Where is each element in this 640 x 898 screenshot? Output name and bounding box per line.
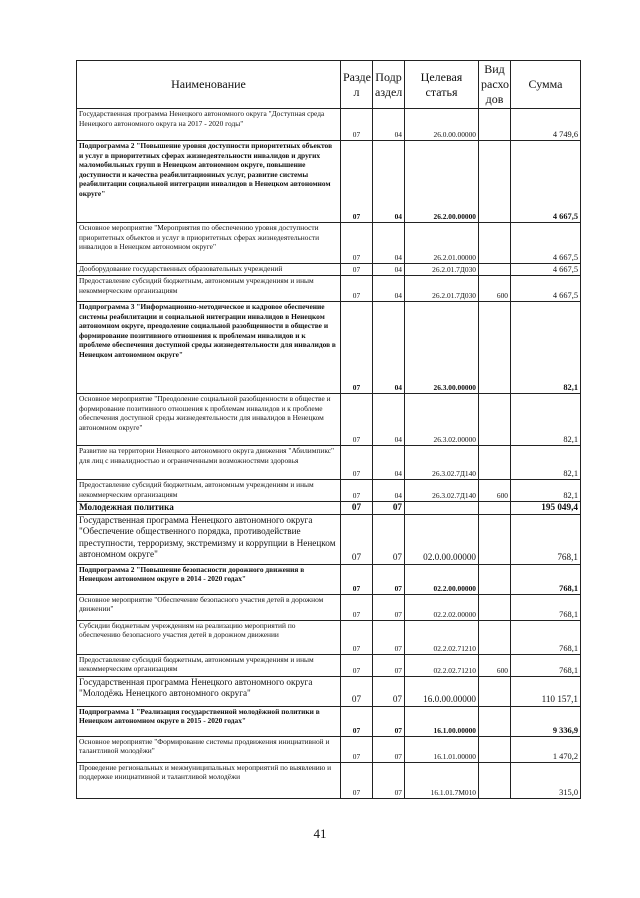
table-header-row (77, 61, 581, 109)
row-amount: 1 470,2 (511, 736, 581, 762)
table-row (77, 502, 581, 515)
row-amount: 4 667,5 (511, 141, 581, 223)
row-expense-type (479, 620, 511, 654)
header-subsection: Подр аздел (373, 61, 405, 109)
row-target: 26.2.01.7Д030 (405, 276, 479, 302)
row-section: 07 (341, 302, 373, 394)
row-expense-type (479, 302, 511, 394)
table-row (77, 706, 581, 736)
header-section: Разде л (341, 61, 373, 109)
row-subsection: 04 (373, 109, 405, 141)
table-row (77, 564, 581, 594)
row-name: Дооборудование государственных образовательных учреждений (77, 264, 341, 276)
row-section: 07 (341, 676, 373, 706)
row-expense-type (479, 502, 511, 515)
row-target: 26.2.01.7Д030 (405, 264, 479, 276)
row-name: Подпрограмма 2 "Повышение безопасности дорожного движения в Ненецком автономном округе в 2014 - 2020 годах" (77, 564, 341, 594)
row-expense-type (479, 762, 511, 798)
row-target: 02.2.02.00000 (405, 594, 479, 620)
row-amount: 4 749,6 (511, 109, 581, 141)
row-subsection: 07 (373, 620, 405, 654)
table-row (77, 276, 581, 302)
row-target (405, 502, 479, 515)
table-row (77, 264, 581, 276)
row-section: 07 (341, 109, 373, 141)
row-amount: 110 157,1 (511, 676, 581, 706)
row-name: Государственная программа Ненецкого автономного округа "Обеспечение общественного порядка, противодействие преступности, терроризму, экстремизму и коррупции в Ненецком автономном округе" (77, 514, 341, 564)
row-amount: 82,1 (511, 480, 581, 502)
table-row (77, 109, 581, 141)
header-target: Целевая статья (405, 61, 479, 109)
table-row (77, 223, 581, 264)
table-body (77, 109, 581, 799)
row-target: 26.2.01.00000 (405, 223, 479, 264)
row-expense-type (479, 706, 511, 736)
row-expense-type: 600 (479, 276, 511, 302)
row-section: 07 (341, 141, 373, 223)
header-name: Наименование (77, 61, 341, 109)
table-row (77, 446, 581, 480)
row-subsection: 04 (373, 223, 405, 264)
row-section: 07 (341, 620, 373, 654)
row-amount: 82,1 (511, 394, 581, 446)
row-subsection: 04 (373, 264, 405, 276)
row-target: 02.2.00.00000 (405, 564, 479, 594)
row-amount: 768,1 (511, 620, 581, 654)
row-amount: 4 667,5 (511, 264, 581, 276)
row-section: 07 (341, 502, 373, 515)
row-target: 02.2.02.71210 (405, 620, 479, 654)
row-expense-type: 600 (479, 480, 511, 502)
table-row (77, 480, 581, 502)
row-target: 26.0.00.00000 (405, 109, 479, 141)
row-section: 07 (341, 394, 373, 446)
row-name: Основное мероприятие "Обеспечение безопасного участия детей в дорожном движении" (77, 594, 341, 620)
row-target: 16.1.01.7М010 (405, 762, 479, 798)
row-name: Проведение региональных и межмуниципальных мероприятий по выявлению и поддержке инициативной и талантливой молодёжи (77, 762, 341, 798)
row-name: Государственная программа Ненецкого автономного округа "Доступная среда Ненецкого автономного округа на 2017 - 2020 годы" (77, 109, 341, 141)
row-section: 07 (341, 654, 373, 676)
row-amount: 82,1 (511, 302, 581, 394)
row-target: 26.3.02.7Д140 (405, 446, 479, 480)
row-name: Основное мероприятие "Мероприятия по обеспечению уровня доступности приоритетных объектов и услуг в приоритетных сферах жизнедеятельности инвалидов в Ненецком автономном округе" (77, 223, 341, 264)
row-amount: 768,1 (511, 594, 581, 620)
row-subsection: 07 (373, 654, 405, 676)
row-amount: 4 667,5 (511, 223, 581, 264)
row-expense-type (479, 223, 511, 264)
table-row (77, 594, 581, 620)
row-target: 26.3.02.7Д140 (405, 480, 479, 502)
row-expense-type: 600 (479, 654, 511, 676)
row-amount: 315,0 (511, 762, 581, 798)
row-section: 07 (341, 514, 373, 564)
row-name: Предоставление субсидий бюджетным, автономным учреждениям и иным некоммерческим организациям (77, 276, 341, 302)
row-expense-type (479, 446, 511, 480)
row-subsection: 07 (373, 502, 405, 515)
row-expense-type (479, 264, 511, 276)
row-section: 07 (341, 480, 373, 502)
header-expense-type: Вид расхо дов (479, 61, 511, 109)
row-expense-type (479, 676, 511, 706)
row-section: 07 (341, 706, 373, 736)
table-row (77, 676, 581, 706)
row-subsection: 07 (373, 676, 405, 706)
table-row (77, 141, 581, 223)
row-subsection: 07 (373, 736, 405, 762)
row-section: 07 (341, 736, 373, 762)
budget-table (76, 60, 581, 799)
row-subsection: 04 (373, 480, 405, 502)
row-subsection: 07 (373, 594, 405, 620)
row-target: 26.3.02.00000 (405, 394, 479, 446)
row-target: 16.0.00.00000 (405, 676, 479, 706)
row-name: Молодежная политика (77, 502, 341, 515)
header-amount: Сумма (511, 61, 581, 109)
row-section: 07 (341, 762, 373, 798)
row-name: Подпрограмма 2 "Повышение уровня доступности приоритетных объектов и услуг в приоритетных сферах жизнедеятельности инвалидов и других маломобильных групп в Ненецком автономном округе, повышение доступности и качества реабилитационных услуг, развитие системы реабилитации социальной интеграции инвалидов в Ненецком автономном округе" (77, 141, 341, 223)
row-expense-type (479, 141, 511, 223)
row-amount: 768,1 (511, 514, 581, 564)
table-row (77, 762, 581, 798)
row-name: Предоставление субсидий бюджетным, автономным учреждениям и иным некоммерческим организациям (77, 654, 341, 676)
row-section: 07 (341, 564, 373, 594)
row-amount: 768,1 (511, 564, 581, 594)
row-section: 07 (341, 223, 373, 264)
row-expense-type (479, 594, 511, 620)
row-subsection: 07 (373, 706, 405, 736)
row-subsection: 07 (373, 564, 405, 594)
row-name: Развитие на территории Ненецкого автономного округа движения "Абилимпикс" для лиц с инвалидностью и ограниченными возможностями здоровья (77, 446, 341, 480)
row-subsection: 04 (373, 276, 405, 302)
table-row (77, 736, 581, 762)
row-name: Подпрограмма 1 "Реализация государственной молодёжной политики в Ненецком автономном округе в 2015 - 2020 годах" (77, 706, 341, 736)
row-name: Подпрограмма 3 "Информационно-методическое и кадровое обеспечение системы реабилитации и социальной интеграции инвалидов в Ненецком автономном округе, преодоление социальной разобщенности в обществе и формирование позитивного отношения к проблемам инвалидов и к проблеме обеспечения доступной среды жизнедеятельности для инвалидов в Ненецком автономном округе" (77, 302, 341, 394)
row-expense-type (479, 736, 511, 762)
table-row (77, 654, 581, 676)
row-section: 07 (341, 446, 373, 480)
row-name: Основное мероприятие "Преодоление социальной разобщенности в обществе и формирование позитивного отношения к проблемам инвалидов и к проблеме обеспечения доступной среды жизнедеятельности для инвалидов в Ненецком автономном округе" (77, 394, 341, 446)
row-section: 07 (341, 594, 373, 620)
table-row (77, 620, 581, 654)
row-subsection: 04 (373, 394, 405, 446)
page-number: 41 (313, 826, 327, 841)
row-expense-type (479, 514, 511, 564)
row-expense-type (479, 109, 511, 141)
row-amount: 4 667,5 (511, 276, 581, 302)
row-subsection: 04 (373, 141, 405, 223)
row-name: Предоставление субсидий бюджетным, автономным учреждениям и иным некоммерческим организациям (77, 480, 341, 502)
row-target: 02.0.00.00000 (405, 514, 479, 564)
row-section: 07 (341, 264, 373, 276)
row-name: Основное мероприятие "Формирование системы продвижения инициативной и талантливой молодёжи" (77, 736, 341, 762)
row-target: 16.1.00.00000 (405, 706, 479, 736)
row-section: 07 (341, 276, 373, 302)
table-row (77, 302, 581, 394)
row-amount: 768,1 (511, 654, 581, 676)
row-target: 26.3.00.00000 (405, 302, 479, 394)
row-amount: 9 336,9 (511, 706, 581, 736)
table-row (77, 514, 581, 564)
row-amount: 82,1 (511, 446, 581, 480)
row-expense-type (479, 394, 511, 446)
row-subsection: 07 (373, 514, 405, 564)
row-target: 02.2.02.71210 (405, 654, 479, 676)
row-expense-type (479, 564, 511, 594)
row-subsection: 04 (373, 302, 405, 394)
row-target: 26.2.00.00000 (405, 141, 479, 223)
row-name: Субсидии бюджетным учреждениям на реализацию мероприятий по обеспечению безопасного участия детей в дорожном движении (77, 620, 341, 654)
row-amount: 195 049,4 (511, 502, 581, 515)
budget-table-sheet (76, 60, 580, 799)
table-row (77, 394, 581, 446)
row-target: 16.1.01.00000 (405, 736, 479, 762)
row-subsection: 04 (373, 446, 405, 480)
row-name: Государственная программа Ненецкого автономного округа "Молодёжь Ненецкого автономного округа" (77, 676, 341, 706)
row-subsection: 07 (373, 762, 405, 798)
